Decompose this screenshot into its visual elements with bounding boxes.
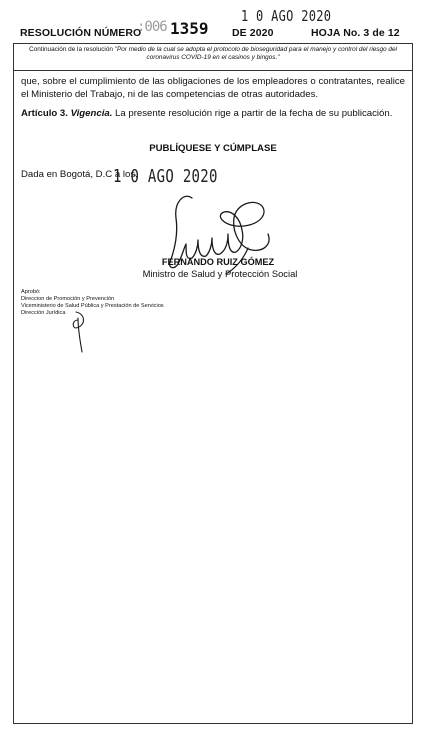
initial-mark xyxy=(64,308,88,354)
sheet-label: HOJA No. 3 de 12 xyxy=(311,27,400,39)
year-label: DE 2020 xyxy=(232,27,274,39)
signer-role: Ministro de Salud y Protección Social xyxy=(142,268,298,279)
document-header xyxy=(16,4,414,42)
signer-name: FERNANDO RUIZ GÓMEZ xyxy=(161,257,275,267)
approvals-heading: Aprobó: xyxy=(21,289,41,295)
approval-line: Dirección Jurídica xyxy=(21,310,66,316)
resolution-number-prefix: :006 xyxy=(137,19,167,35)
paragraph-continued: que, sobre el cumplimiento de las obligaciones de los empleadores o contratantes, realice el Ministerio del Trabajo, ni de las competencias de otras autoridades. xyxy=(21,76,405,100)
continuation-quote: "Por medio de la cual se adopta el protocolo de bioseguridad para el manejo y control del riesgo del coronavirus COVID-19 en el casinos y bingos." xyxy=(114,46,397,62)
approval-line: Viceministerio de Salud Pública y Prestación de Servicios xyxy=(21,303,164,309)
given-date-stamp: 1 0 AGO 2020 xyxy=(113,167,218,187)
continuation-banner xyxy=(13,43,413,71)
given-at-text: Dada en Bogotá, D.C a los, xyxy=(21,169,138,180)
article-3-label: Artículo 3. xyxy=(21,108,68,119)
resolution-number: 1359 xyxy=(170,19,209,38)
article-3-text: La presente resolución rige a partir de la fecha de su publicación. xyxy=(115,108,393,119)
approvals-block xyxy=(21,289,164,317)
header-date-stamp: 1 0 AGO 2020 xyxy=(241,7,332,25)
publish-line: PUBLÍQUESE Y CÚMPLASE xyxy=(149,143,277,154)
continuation-lead: Continuación de la resolución xyxy=(29,46,113,53)
resolution-label: RESOLUCIÓN NÚMERO xyxy=(20,27,142,39)
article-3 xyxy=(21,108,405,121)
approval-line: Direccion de Promoción y Prevención xyxy=(21,296,115,302)
article-3-title: Vigencia. xyxy=(70,108,113,119)
